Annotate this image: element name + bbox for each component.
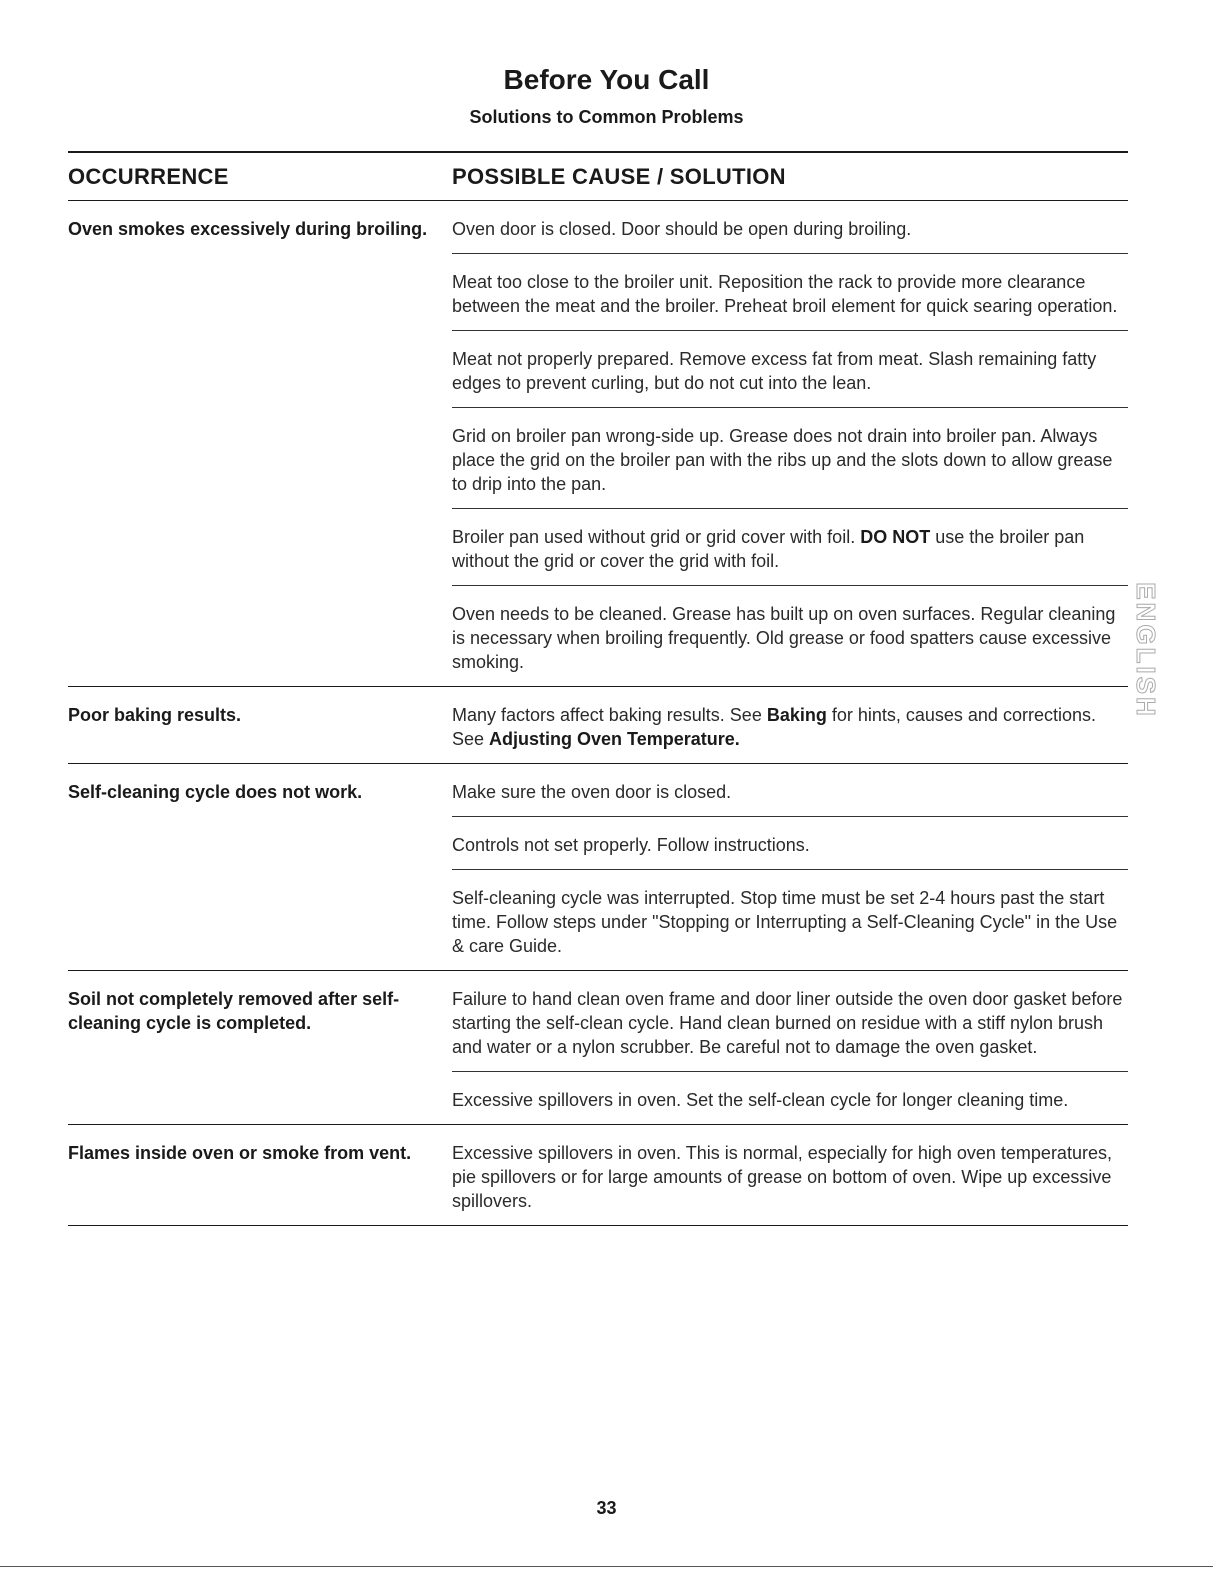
solution-item <box>452 687 1128 763</box>
table-header <box>68 153 1128 201</box>
page-subtitle: Solutions to Common Problems <box>469 107 744 127</box>
solution-text: Many factors affect baking results. See <box>452 705 767 725</box>
solution-item: Failure to hand clean oven frame and door liner outside the oven door gasket before starting the self-clean cycle. Hand clean burned on residue with a stiff nylon brush and water or a nylon scrubber. Be careful not to damage the oven gasket. <box>452 989 1123 1057</box>
page-number: 33 <box>596 1498 617 1518</box>
page-title: Before You Call <box>503 64 710 95</box>
solution-item: Make sure the oven door is closed. <box>452 782 732 802</box>
table-row <box>68 764 1128 971</box>
solution-emphasis: Baking <box>766 705 827 725</box>
solution-emphasis: DO NOT <box>860 527 931 547</box>
solution-item <box>452 508 1128 585</box>
table-row <box>68 1125 1128 1226</box>
solution-list <box>452 687 1128 763</box>
solution-list <box>452 971 1128 1124</box>
solution-item: Controls not set properly. Follow instructions. <box>452 816 1128 869</box>
solution-item: Grid on broiler pan wrong-side up. Grease does not drain into broiler pan. Always place the grid on the broiler pan with the ribs up and the slots down to allow grease to drip into the pan. <box>452 407 1128 508</box>
solution-text: use the broiler pan without the grid or cover the grid with foil. <box>452 527 1085 571</box>
solution-emphasis: Adjusting Oven Temperature. <box>489 729 740 749</box>
table-row <box>68 971 1128 1125</box>
occurrence-cell: Flames inside oven or smoke from vent. <box>68 1143 412 1163</box>
solution-text: for hints, causes and corrections. See <box>452 705 1096 749</box>
bottom-divider <box>0 1566 1213 1567</box>
solution-item: Excessive spillovers in oven. Set the self-clean cycle for longer cleaning time. <box>452 1071 1128 1124</box>
troubleshooting-table <box>68 151 1128 1226</box>
occurrence-cell: Oven smokes excessively during broiling. <box>68 219 428 239</box>
column-header-solution: POSSIBLE CAUSE / SOLUTION <box>452 163 786 189</box>
solution-item: Meat too close to the broiler unit. Reposition the rack to provide more clearance between the meat and the broiler. Preheat broil element for quick searing operation. <box>452 253 1128 330</box>
solution-item: Oven door is closed. Door should be open during broiling. <box>452 219 912 239</box>
solution-item: Meat not properly prepared. Remove excess fat from meat. Slash remaining fatty edges to prevent curling, but do not cut into the lean. <box>452 330 1128 407</box>
occurrence-cell: Soil not completely removed after self-cleaning cycle is completed. <box>68 989 400 1033</box>
occurrence-cell: Self-cleaning cycle does not work. <box>68 782 363 802</box>
occurrence-cell: Poor baking results. <box>68 705 242 725</box>
solution-item: Oven needs to be cleaned. Grease has built up on oven surfaces. Regular cleaning is necessary when broiling frequently. Old grease or food spatters cause excessive smoking. <box>452 585 1128 686</box>
column-header-occurrence: OCCURRENCE <box>68 163 229 189</box>
table-row <box>68 687 1128 764</box>
solution-list <box>452 201 1128 686</box>
language-side-tab <box>1128 581 1162 719</box>
language-label: ENGLISH <box>1130 581 1161 719</box>
solution-item: Excessive spillovers in oven. This is normal, especially for high oven temperatures, pie spillovers or for large amounts of grease on bottom of oven. Wipe up excessive spillovers. <box>452 1143 1112 1211</box>
solution-list <box>452 764 1128 970</box>
solution-text: Broiler pan used without grid or grid cover with foil. <box>452 527 861 547</box>
table-row <box>68 201 1128 687</box>
solution-list <box>452 1125 1128 1225</box>
solution-item: Self-cleaning cycle was interrupted. Stop time must be set 2-4 hours past the start time. Follow steps under "Stopping or Interrupting a Self-Cleaning Cycle" in the Use & care Guide. <box>452 869 1128 970</box>
